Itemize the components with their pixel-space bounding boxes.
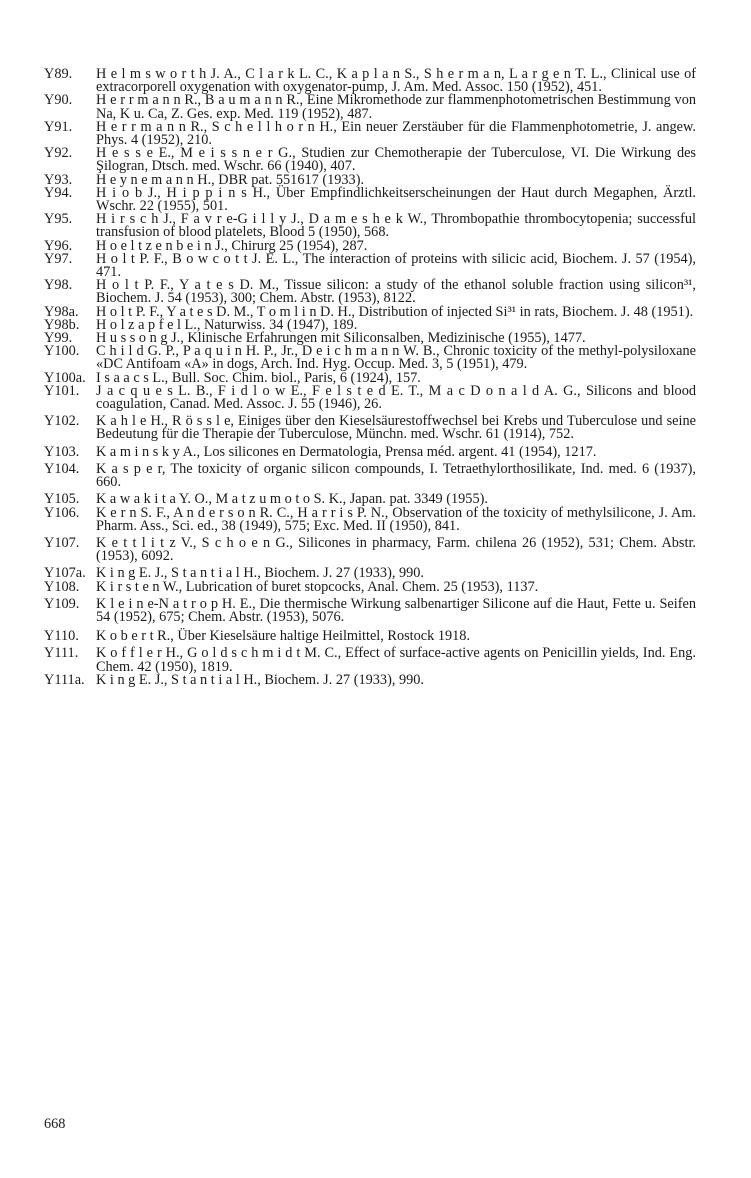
- reference-text: H e r r m a n n R., S c h e l l h o r n H., Ein neuer Zerstäuber für die Flammenphotometrie, J. angew. Phys. 4 (1952), 210.: [96, 118, 696, 149]
- reference-entry: [44, 213, 696, 239]
- reference-number: Y89.: [44, 66, 73, 82]
- reference-text: H o l t P. F., Y a t e s D. M., Tissue silicon: a study of the ethanol soluble fraction using silicon³¹, Biochem. J. 54 (1953), 300; Chem. Abstr. (1953), 8122.: [96, 277, 696, 307]
- reference-entry: [44, 504, 696, 534]
- page-number: 668: [44, 1116, 66, 1132]
- reference-number: Y100.: [44, 343, 80, 360]
- reference-entry: [44, 345, 696, 371]
- reference-text: K a w a k i t a Y. O., M a t z u m o t o S. K., Japan. pat. 3349 (1955).: [96, 491, 488, 508]
- reference-text: K o b e r t R., Über Kieselsäure haltige Heilmittel, Rostock 1918.: [96, 628, 471, 645]
- reference-number: Y100a.: [44, 369, 86, 386]
- reference-text: K l e i n e-N a t r o p H. E., Die thermische Wirkung salbenartiger Silicone auf die Haut, Fette u. Seifen 54 (1952), 675; Chem. Abstr. (1953), 5076.: [96, 595, 696, 625]
- reference-entry: [44, 118, 696, 149]
- reference-text: K a s p e r, The toxicity of organic silicon compounds, I. Tetraethylorthosilikate, Ind. med. 6 (1937), 660.: [96, 460, 696, 491]
- reference-entry: [44, 443, 696, 460]
- reference-number: Y97.: [44, 250, 73, 267]
- reference-number: Y107.: [44, 534, 80, 551]
- reference-text: K e r n S. F., A n d e r s o n R. C., H a r r i s P. N., Observation of the toxicity of methylsilicone, J. Am. Pharm. Ass., Sci. ed., 38 (1949), 575; Exc. Med. II (1950), 841.: [96, 504, 696, 534]
- reference-entry: [44, 578, 696, 595]
- reference-entry: [44, 415, 696, 441]
- reference-number: Y105.: [44, 491, 80, 508]
- reference-text: H e y n e m a n n H., DBR pat. 551617 (1933).: [96, 171, 365, 188]
- reference-number: Y110.: [44, 628, 79, 645]
- reference-list: [44, 68, 696, 687]
- reference-text: K a h l e H., R ö s s l e, Einiges über den Kieselsäurestoffwechsel bei Krebs und Tuberculose und seine Bedeutung für die Therapie der Tuberculose, Münchn. med. Wschr. 61 (1914), 752.: [96, 413, 696, 443]
- reference-text: H e l m s w o r t h J. A., C l a r k L. C., K a p l a n S., S h e r m a n, L a r g e n T. L., Clinical use of extracorporell oxygenation with oxygenator-pump, J. Am. Med. Assoc. 150 (1952), 451.: [96, 66, 696, 96]
- reference-number: Y96.: [44, 237, 73, 254]
- reference-entry: [44, 94, 696, 120]
- reference-text: H i o b J., H i p p i n s H., Über Empfindlichkeitserscheinungen der Haut durch Megaphen, Ärztl. Wschr. 22 (1955), 501.: [96, 184, 696, 215]
- reference-number: Y109.: [44, 595, 80, 612]
- reference-number: Y99.: [44, 330, 73, 347]
- reference-number: Y108.: [44, 578, 80, 595]
- reference-number: Y102.: [44, 413, 80, 430]
- reference-number: Y111a.: [44, 671, 85, 688]
- reference-text: K a m i n s k y A., Los silicones en Dermatologia, Prensa méd. argent. 41 (1954), 1217.: [96, 443, 597, 460]
- reference-entry: [44, 279, 696, 305]
- reference-text: H e r r m a n n R., B a u m a n n R., Eine Mikromethode zur flammenphotometrischen Bestimmung von Na, K u. Ca, Z. Ges. exp. Med. 119 (1952), 487.: [96, 92, 696, 122]
- reference-number: Y94.: [44, 184, 73, 201]
- reference-text: I s a a c s L., Bull. Soc. Chim. biol., Paris, 6 (1924), 157.: [96, 369, 421, 386]
- reference-text: H i r s c h J., F a v r e-G i l l y J., D a m e s h e k W., Thrombopathie thrombocytopenia; successful transfusion of blood platelets, Blood 5 (1950), 568.: [96, 211, 696, 241]
- reference-text: H o l t P. F., B o w c o t t J. E. L., The interaction of proteins with silicic acid, Biochem. J. 57 (1954), 471.: [96, 250, 696, 281]
- reference-number: Y98a.: [44, 303, 79, 320]
- reference-text: K i r s t e n W., Lubrication of buret stopcocks, Anal. Chem. 25 (1953), 1137.: [96, 578, 539, 595]
- reference-entry: [44, 250, 696, 281]
- reference-text: H o l t P. F., Y a t e s D. M., T o m l i n D. H., Distribution of injected Si³¹ in rats, Biochem. J. 48 (1951).: [96, 303, 694, 320]
- reference-text: H o e l t z e n b e i n J., Chirurg 25 (1954), 287.: [96, 237, 368, 254]
- reference-number: Y95.: [44, 211, 73, 228]
- reference-text: K i n g E. J., S t a n t i a l H., Biochem. J. 27 (1933), 990.: [96, 565, 425, 582]
- reference-entry: [44, 671, 696, 688]
- reference-number: Y93.: [44, 171, 73, 188]
- reference-text: H o l z a p f e l L., Naturwiss. 34 (1947), 189.: [96, 316, 358, 333]
- reference-number: Y98.: [44, 277, 73, 294]
- reference-number: Y101.: [44, 382, 80, 399]
- reference-text: H u s s o n g J., Klinische Erfahrungen mit Siliconsalben, Medizinische (1955), 1477.: [96, 330, 586, 347]
- reference-number: Y91.: [44, 118, 73, 135]
- reference-entry: [44, 534, 696, 565]
- reference-entry: [44, 595, 696, 625]
- reference-text: H e s s e E., M e i s s n e r G., Studien zur Chemotherapie der Tuberculose, VI. Die Wirkung des Şilogran, Dtsch. med. Wschr. 66 (1940), 407.: [96, 145, 696, 175]
- reference-entry: [44, 460, 696, 491]
- reference-number: Y92.: [44, 145, 73, 162]
- reference-number: Y106.: [44, 504, 80, 521]
- reference-entry: [44, 184, 696, 215]
- reference-entry: [44, 382, 696, 413]
- reference-entry: [44, 647, 696, 673]
- reference-text: K i n g E. J., S t a n t i a l H., Biochem. J. 27 (1933), 990.: [96, 671, 425, 688]
- reference-number: Y90.: [44, 92, 73, 109]
- reference-number: Y103.: [44, 443, 80, 460]
- reference-entry: [44, 147, 696, 173]
- reference-text: K o f f l e r H., G o l d s c h m i d t M. C., Effect of surface-active agents on Penicillin yields, Ind. Eng. Chem. 42 (1950), 1819.: [96, 645, 696, 675]
- reference-number: Y98b.: [44, 316, 80, 333]
- reference-number: Y107a.: [44, 565, 86, 582]
- reference-text: K e t t l i t z V., S c h o e n G., Silicones in pharmacy, Farm. chilena 26 (1952), 531; Chem. Abstr. (1953), 6092.: [96, 534, 696, 565]
- reference-text: J a c q u e s L. B., F i d l o w E., F e l s t e d E. T., M a c D o n a l d A. G., Silicons and blood coagulation, Canad. Med. Assoc. J. 55 (1946), 26.: [96, 382, 696, 413]
- reference-text: C h i l d G. P., P a q u i n H. P., Jr., D e i c h m a n n W. B., Chronic toxicity of the methyl-polysiloxane «DC Antifoam «A» in dogs, Arch. Ind. Hyg. Occup. Med. 3, 5 (1951), 479.: [96, 343, 696, 373]
- reference-number: Y104.: [44, 460, 80, 477]
- reference-number: Y111.: [44, 645, 79, 662]
- reference-entry: [44, 630, 696, 643]
- reference-entry: [44, 68, 696, 94]
